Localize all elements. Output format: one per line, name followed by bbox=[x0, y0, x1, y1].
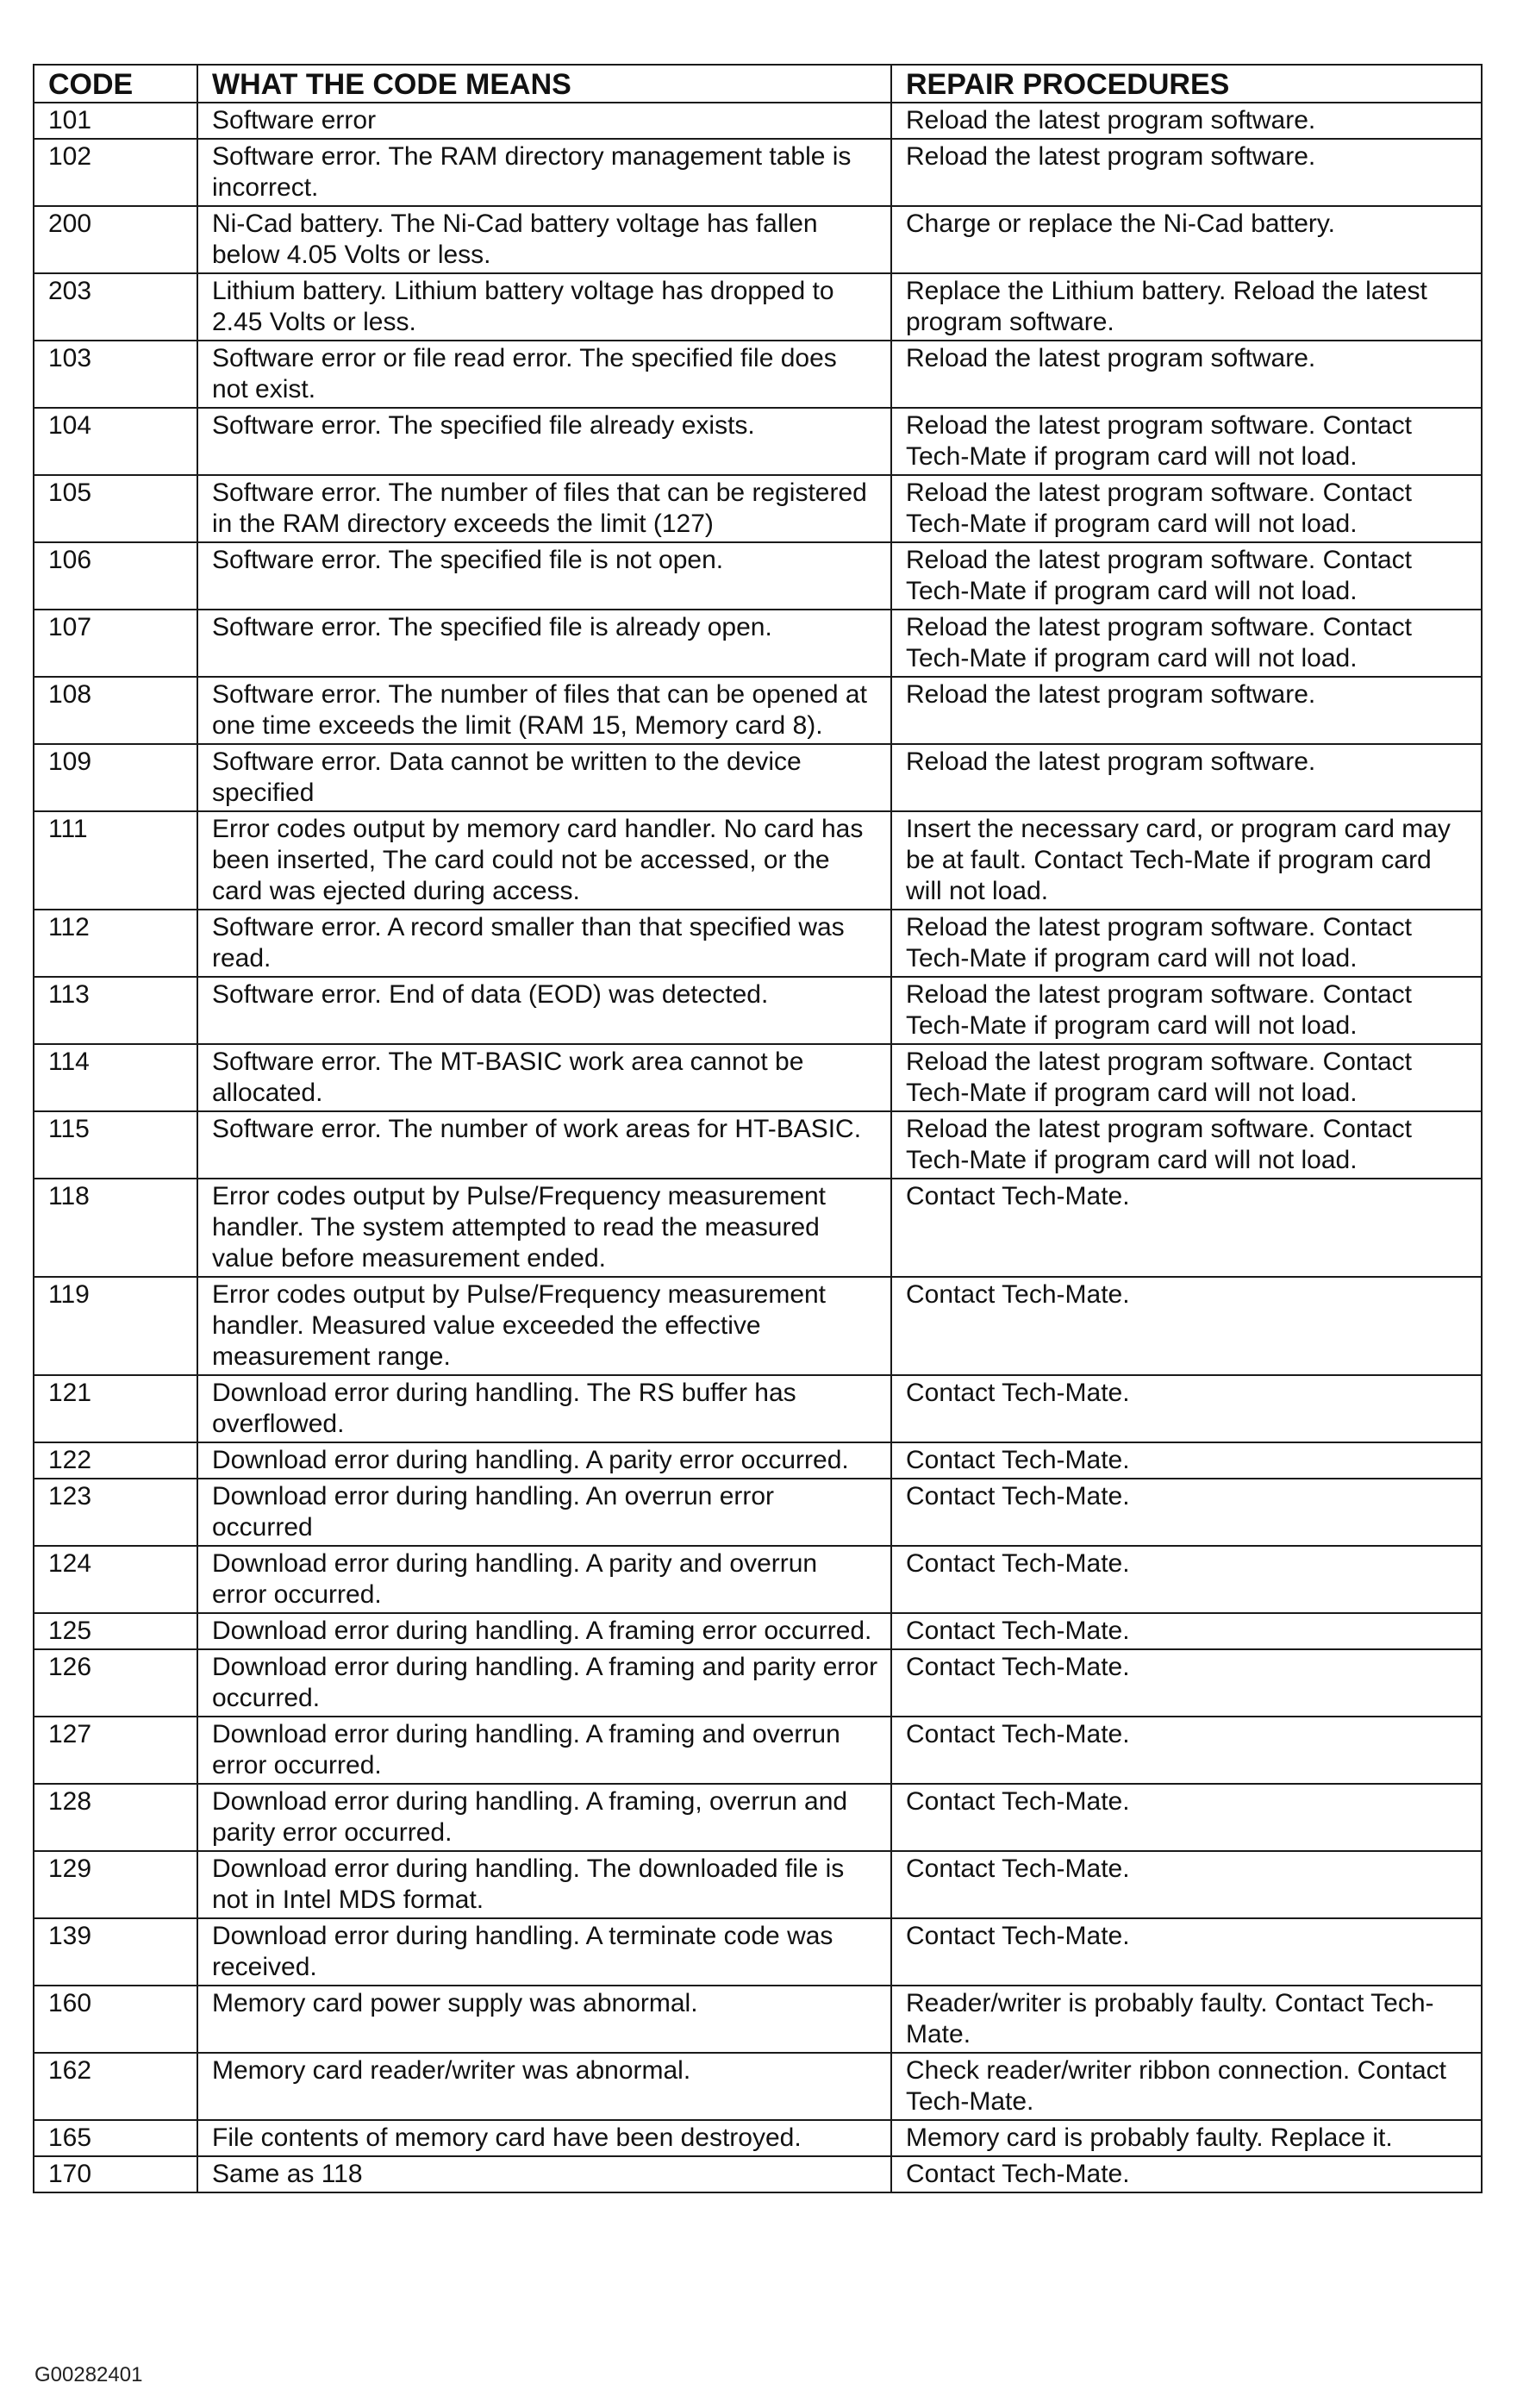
cell-code: 203 bbox=[34, 273, 197, 341]
cell-code: 108 bbox=[34, 677, 197, 744]
cell-repair: Reload the latest program software. Contact Tech-Mate if program card will not load. bbox=[891, 475, 1482, 542]
cell-repair: Charge or replace the Ni-Cad battery. bbox=[891, 206, 1482, 273]
cell-meaning: Software error or file read error. The specified file does not exist. bbox=[197, 341, 891, 408]
table-row bbox=[34, 1986, 1482, 2053]
table-row bbox=[34, 1851, 1482, 1918]
table-header-row bbox=[34, 65, 1482, 103]
table-row bbox=[34, 1649, 1482, 1717]
table-row bbox=[34, 1179, 1482, 1277]
cell-meaning: Download error during handling. A terminate code was received. bbox=[197, 1918, 891, 1986]
table-row bbox=[34, 2053, 1482, 2120]
cell-code: 165 bbox=[34, 2120, 197, 2156]
cell-repair: Reader/writer is probably faulty. Contact Tech-Mate. bbox=[891, 1986, 1482, 2053]
cell-code: 114 bbox=[34, 1044, 197, 1111]
table-row bbox=[34, 542, 1482, 610]
header-meaning: WHAT THE CODE MEANS bbox=[197, 65, 891, 103]
cell-repair: Contact Tech-Mate. bbox=[891, 1649, 1482, 1717]
cell-code: 128 bbox=[34, 1784, 197, 1851]
cell-meaning: Software error. Data cannot be written to the device specified bbox=[197, 744, 891, 811]
cell-code: 107 bbox=[34, 610, 197, 677]
cell-repair: Insert the necessary card, or program card may be at fault. Contact Tech-Mate if program card will not load. bbox=[891, 811, 1482, 910]
cell-repair: Contact Tech-Mate. bbox=[891, 1918, 1482, 1986]
table-row bbox=[34, 910, 1482, 977]
cell-meaning: Software error. The number of work areas for HT-BASIC. bbox=[197, 1111, 891, 1179]
cell-repair: Contact Tech-Mate. bbox=[891, 1784, 1482, 1851]
cell-repair: Contact Tech-Mate. bbox=[891, 1717, 1482, 1784]
figure-id: G00282401 bbox=[34, 2363, 143, 2386]
cell-code: 129 bbox=[34, 1851, 197, 1918]
table-row bbox=[34, 677, 1482, 744]
table-row bbox=[34, 103, 1482, 139]
table-row bbox=[34, 977, 1482, 1044]
cell-repair: Contact Tech-Mate. bbox=[891, 1546, 1482, 1613]
cell-code: 112 bbox=[34, 910, 197, 977]
table-row bbox=[34, 1717, 1482, 1784]
cell-code: 102 bbox=[34, 139, 197, 206]
cell-code: 115 bbox=[34, 1111, 197, 1179]
cell-meaning: Software error. The specified file is already open. bbox=[197, 610, 891, 677]
cell-code: 200 bbox=[34, 206, 197, 273]
cell-repair: Reload the latest program software. bbox=[891, 744, 1482, 811]
cell-meaning: Memory card reader/writer was abnormal. bbox=[197, 2053, 891, 2120]
cell-code: 106 bbox=[34, 542, 197, 610]
cell-meaning: Software error. The number of files that can be opened at one time exceeds the limit (RAM 15, Memory card 8). bbox=[197, 677, 891, 744]
table-row bbox=[34, 744, 1482, 811]
cell-code: 118 bbox=[34, 1179, 197, 1277]
table-row bbox=[34, 1918, 1482, 1986]
table-row bbox=[34, 1479, 1482, 1546]
cell-meaning: Download error during handling. An overrun error occurred bbox=[197, 1479, 891, 1546]
cell-meaning: Download error during handling. A parity error occurred. bbox=[197, 1442, 891, 1479]
cell-meaning: Error codes output by Pulse/Frequency measurement handler. The system attempted to read the measured value before measurement ended. bbox=[197, 1179, 891, 1277]
cell-repair: Contact Tech-Mate. bbox=[891, 1375, 1482, 1442]
cell-meaning: Software error. The specified file is not open. bbox=[197, 542, 891, 610]
header-repair: REPAIR PROCEDURES bbox=[891, 65, 1482, 103]
cell-meaning: Software error. The MT-BASIC work area cannot be allocated. bbox=[197, 1044, 891, 1111]
table-row bbox=[34, 1111, 1482, 1179]
cell-repair: Reload the latest program software. bbox=[891, 677, 1482, 744]
cell-repair: Reload the latest program software. Contact Tech-Mate if program card will not load. bbox=[891, 910, 1482, 977]
header-code: CODE bbox=[34, 65, 197, 103]
cell-meaning: Software error. A record smaller than that specified was read. bbox=[197, 910, 891, 977]
cell-code: 126 bbox=[34, 1649, 197, 1717]
cell-meaning: Software error. The RAM directory management table is incorrect. bbox=[197, 139, 891, 206]
table-row bbox=[34, 2156, 1482, 2192]
cell-repair: Contact Tech-Mate. bbox=[891, 1277, 1482, 1375]
cell-meaning: Download error during handling. The RS buffer has overflowed. bbox=[197, 1375, 891, 1442]
table-row bbox=[34, 811, 1482, 910]
cell-repair: Replace the Lithium battery. Reload the latest program software. bbox=[891, 273, 1482, 341]
table-body bbox=[34, 103, 1482, 2192]
table-row bbox=[34, 1277, 1482, 1375]
error-code-table bbox=[33, 64, 1483, 2193]
cell-repair: Reload the latest program software. Contact Tech-Mate if program card will not load. bbox=[891, 977, 1482, 1044]
cell-repair: Reload the latest program software. bbox=[891, 341, 1482, 408]
table-row bbox=[34, 1044, 1482, 1111]
table-row bbox=[34, 139, 1482, 206]
cell-meaning: Ni-Cad battery. The Ni-Cad battery voltage has fallen below 4.05 Volts or less. bbox=[197, 206, 891, 273]
table-row bbox=[34, 475, 1482, 542]
cell-repair: Contact Tech-Mate. bbox=[891, 2156, 1482, 2192]
cell-meaning: Software error. The number of files that can be registered in the RAM directory exceeds the limit (127) bbox=[197, 475, 891, 542]
table-row bbox=[34, 1375, 1482, 1442]
cell-code: 119 bbox=[34, 1277, 197, 1375]
cell-code: 123 bbox=[34, 1479, 197, 1546]
cell-code: 160 bbox=[34, 1986, 197, 2053]
cell-repair: Reload the latest program software. bbox=[891, 139, 1482, 206]
cell-meaning: Error codes output by Pulse/Frequency measurement handler. Measured value exceeded the effective measurement range. bbox=[197, 1277, 891, 1375]
cell-code: 105 bbox=[34, 475, 197, 542]
table-row bbox=[34, 273, 1482, 341]
cell-code: 104 bbox=[34, 408, 197, 475]
cell-meaning: Lithium battery. Lithium battery voltage has dropped to 2.45 Volts or less. bbox=[197, 273, 891, 341]
cell-code: 113 bbox=[34, 977, 197, 1044]
cell-repair: Memory card is probably faulty. Replace it. bbox=[891, 2120, 1482, 2156]
cell-code: 127 bbox=[34, 1717, 197, 1784]
cell-meaning: Software error. The specified file already exists. bbox=[197, 408, 891, 475]
cell-repair: Contact Tech-Mate. bbox=[891, 1613, 1482, 1649]
cell-repair: Contact Tech-Mate. bbox=[891, 1442, 1482, 1479]
table-row bbox=[34, 206, 1482, 273]
cell-repair: Reload the latest program software. Contact Tech-Mate if program card will not load. bbox=[891, 1044, 1482, 1111]
cell-meaning: Software error. End of data (EOD) was detected. bbox=[197, 977, 891, 1044]
table-row bbox=[34, 1442, 1482, 1479]
cell-meaning: Download error during handling. A framing and parity error occurred. bbox=[197, 1649, 891, 1717]
cell-code: 162 bbox=[34, 2053, 197, 2120]
table-row bbox=[34, 1546, 1482, 1613]
cell-repair: Check reader/writer ribbon connection. Contact Tech-Mate. bbox=[891, 2053, 1482, 2120]
cell-code: 121 bbox=[34, 1375, 197, 1442]
cell-code: 125 bbox=[34, 1613, 197, 1649]
cell-repair: Reload the latest program software. bbox=[891, 103, 1482, 139]
cell-code: 111 bbox=[34, 811, 197, 910]
cell-meaning: Error codes output by memory card handler. No card has been inserted, The card could not be accessed, or the card was ejected during access. bbox=[197, 811, 891, 910]
cell-code: 122 bbox=[34, 1442, 197, 1479]
cell-repair: Contact Tech-Mate. bbox=[891, 1851, 1482, 1918]
cell-repair: Reload the latest program software. Contact Tech-Mate if program card will not load. bbox=[891, 542, 1482, 610]
cell-meaning: File contents of memory card have been destroyed. bbox=[197, 2120, 891, 2156]
cell-code: 139 bbox=[34, 1918, 197, 1986]
cell-meaning: Same as 118 bbox=[197, 2156, 891, 2192]
cell-repair: Contact Tech-Mate. bbox=[891, 1179, 1482, 1277]
table-row bbox=[34, 610, 1482, 677]
cell-repair: Contact Tech-Mate. bbox=[891, 1479, 1482, 1546]
cell-meaning: Memory card power supply was abnormal. bbox=[197, 1986, 891, 2053]
table-row bbox=[34, 2120, 1482, 2156]
cell-meaning: Download error during handling. A framing error occurred. bbox=[197, 1613, 891, 1649]
cell-meaning: Download error during handling. A parity and overrun error occurred. bbox=[197, 1546, 891, 1613]
cell-repair: Reload the latest program software. Contact Tech-Mate if program card will not load. bbox=[891, 1111, 1482, 1179]
cell-meaning: Download error during handling. A framing, overrun and parity error occurred. bbox=[197, 1784, 891, 1851]
cell-meaning: Download error during handling. The downloaded file is not in Intel MDS format. bbox=[197, 1851, 891, 1918]
cell-code: 170 bbox=[34, 2156, 197, 2192]
cell-meaning: Download error during handling. A framing and overrun error occurred. bbox=[197, 1717, 891, 1784]
cell-code: 124 bbox=[34, 1546, 197, 1613]
cell-repair: Reload the latest program software. Contact Tech-Mate if program card will not load. bbox=[891, 610, 1482, 677]
cell-code: 103 bbox=[34, 341, 197, 408]
cell-code: 101 bbox=[34, 103, 197, 139]
error-code-table-container bbox=[33, 64, 1481, 2193]
table-row bbox=[34, 1613, 1482, 1649]
table-row bbox=[34, 408, 1482, 475]
table-row bbox=[34, 341, 1482, 408]
cell-code: 109 bbox=[34, 744, 197, 811]
cell-repair: Reload the latest program software. Contact Tech-Mate if program card will not load. bbox=[891, 408, 1482, 475]
cell-meaning: Software error bbox=[197, 103, 891, 139]
table-row bbox=[34, 1784, 1482, 1851]
